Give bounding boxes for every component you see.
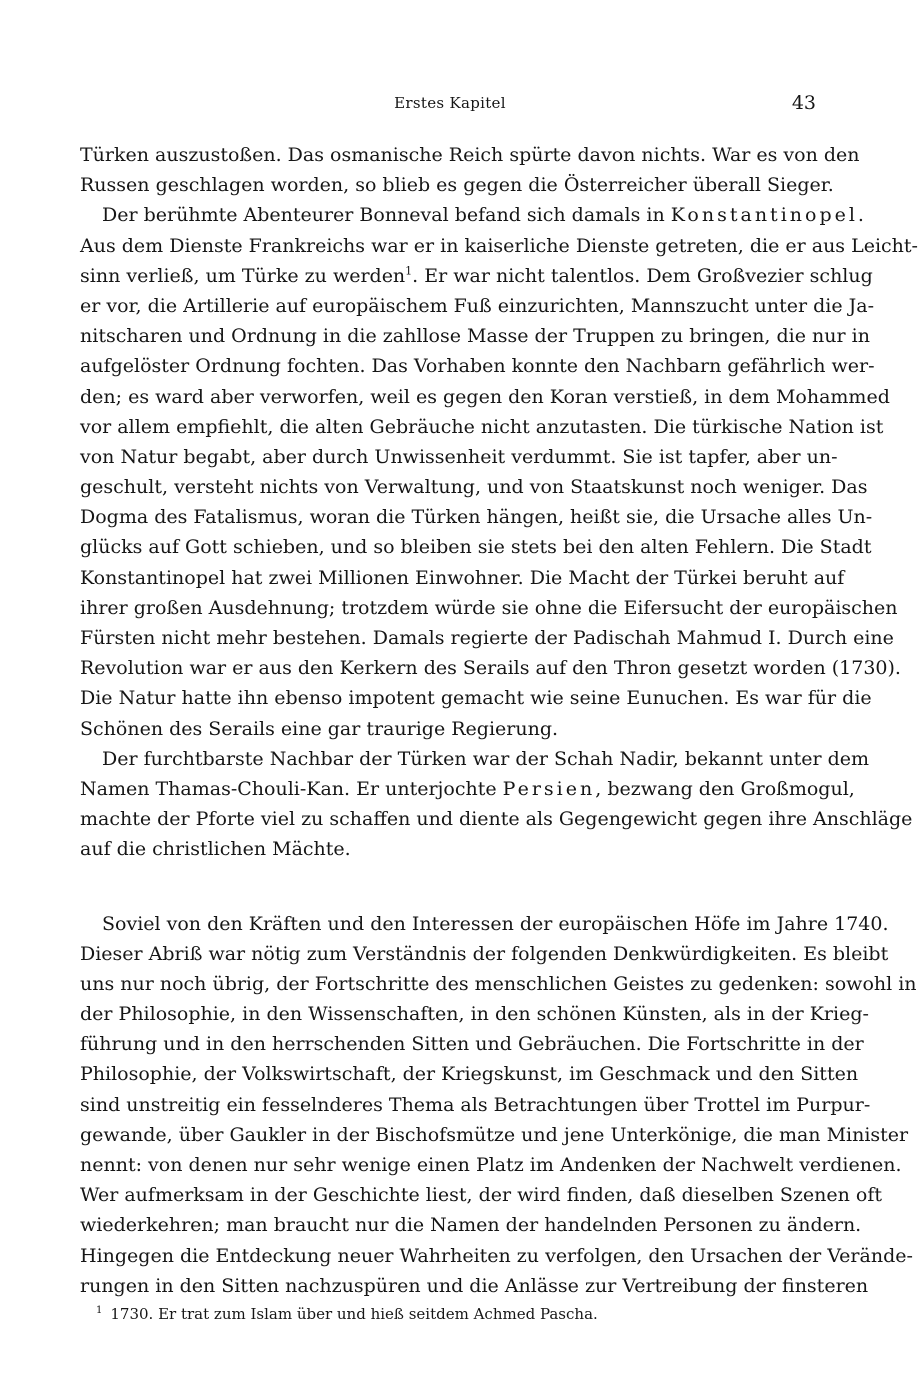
text-line: gewande, über Gaukler in der Bischofsmütze und jene Unterkönige, die man Minister: [80, 1123, 909, 1146]
text-line: uns nur noch übrig, der Fortschritte des menschlichen Geistes zu gedenken: sowohl in: [80, 972, 917, 995]
text-line: rungen in den Sitten nachzuspüren und die Anlässe zur Vertreibung der finsteren: [80, 1274, 869, 1297]
text-line: aufgelöster Ordnung fochten. Das Vorhaben konnte den Nachbarn gefährlich wer-: [80, 355, 875, 378]
text-line: nennt: von denen nur sehr wenige einen Platz im Andenken der Nachwelt verdienen.: [80, 1154, 902, 1176]
spaced-word: Konstantinopel.: [670, 204, 867, 227]
footnote-reference: 1: [405, 264, 413, 278]
text-span: . Er war nicht talentlos. Dem Großvezier schlug: [412, 264, 873, 287]
text-line: Konstantinopel hat zwei Millionen Einwohner. Die Macht der Türkei beruht auf: [80, 566, 845, 589]
text-line: wiederkehren; man braucht nur die Namen der handelnden Personen zu ändern.: [80, 1214, 862, 1237]
body-text: [80, 140, 918, 1301]
text-line: sind unstreitig ein fesselnderes Thema als Betrachtungen über Trottel im Purpur-: [80, 1093, 871, 1116]
running-head: [80, 92, 820, 120]
text-line: machte der Pforte viel zu schaffen und diente als Gegengewicht gegen ihre Anschläge: [80, 808, 913, 831]
text-line: Der furchtbarste Nachbar der Türken war der Schah Nadir, bekannt unter dem: [102, 747, 870, 770]
page-number: 43: [791, 92, 816, 114]
text-line: Philosophie, der Volkswirtschaft, der Kriegskunst, im Geschmack und den Sitten: [80, 1063, 859, 1086]
text-line: von Natur begabt, aber durch Unwissenheit verdummt. Sie ist tapfer, aber un-: [80, 445, 838, 468]
text-span: Der berühmte Abenteurer Bonneval befand sich damals in: [102, 204, 665, 227]
spaced-word: Persien: [502, 777, 596, 800]
text-line: den; es ward aber verworfen, weil es gegen den Koran verstieß, in dem Mohammed: [80, 385, 890, 408]
text-line: auf die christlichen Mächte.: [80, 838, 351, 861]
footnote-text: 1730. Er trat zum Islam über und hieß seitdem Achmed Pascha.: [110, 1305, 598, 1323]
footnote-mark: 1: [96, 1305, 103, 1316]
text-line: glücks auf Gott schieben, und so bleiben sie stets bei den alten Fehlern. Die Stadt: [80, 536, 872, 559]
text-span: Namen Thamas-Chouli-Kan. Er unterjochte: [80, 777, 497, 800]
footnote: [96, 1301, 816, 1324]
text-line: Revolution war er aus den Kerkern des Serails auf den Thron gesetzt worden (1730).: [80, 657, 901, 680]
text-line: Hingegen die Entdeckung neuer Wahrheiten zu verfolgen, den Ursachen der Verände-: [80, 1244, 913, 1267]
text-line: [80, 774, 855, 804]
text-line: Die Natur hatte ihn ebenso impotent gemacht wie seine Eunuchen. Es war für die: [80, 687, 872, 710]
text-line: Fürsten nicht mehr bestehen. Damals regierte der Padischah Mahmud I. Durch eine: [80, 627, 894, 649]
text-line: Aus dem Dienste Frankreichs war er in kaiserliche Dienste getreten, die er aus Leicht-: [80, 234, 918, 257]
text-span: sinn verließ, um Türke zu werden: [80, 264, 406, 287]
text-line: ihrer großen Ausdehnung; trotzdem würde sie ohne die Eifersucht der europäischen: [80, 596, 898, 619]
section-gap: [80, 865, 820, 909]
text-line: [80, 261, 873, 291]
text-line: [80, 200, 867, 230]
text-line: Schönen des Serails eine gar traurige Regierung.: [80, 717, 559, 740]
text-line: Dogma des Fatalismus, woran die Türken hängen, heißt sie, die Ursache alles Un-: [80, 506, 873, 529]
text-line: der Philosophie, in den Wissenschaften, in den schönen Künsten, als in der Krieg-: [80, 1003, 869, 1026]
text-line: Wer aufmerksam in der Geschichte liest, der wird finden, daß dieselben Szenen oft: [80, 1184, 882, 1207]
text-line: vor allem empfiehlt, die alten Gebräuche nicht anzutasten. Die türkische Nation ist: [80, 415, 884, 438]
text-line: führung und in den herrschenden Sitten und Gebräuchen. Die Fortschritte in der: [80, 1033, 864, 1056]
text-line: Dieser Abriß war nötig zum Verständnis der folgenden Denkwürdigkeiten. Es bleibt: [80, 942, 889, 965]
chapter-title: Erstes Kapitel: [394, 94, 506, 112]
text-line: nitscharen und Ordnung in die zahllose Masse der Truppen zu bringen, die nur in: [80, 325, 870, 348]
text-line: Türken auszustoßen. Das osmanische Reich spürte davon nichts. War es von den: [80, 144, 860, 166]
text-line: Soviel von den Kräften und den Interessen der europäischen Höfe im Jahre 1740.: [102, 912, 889, 935]
text-span: , bezwang den Großmogul,: [595, 777, 855, 800]
text-line: Russen geschlagen worden, so blieb es gegen die Österreicher überall Sieger.: [80, 174, 834, 197]
text-line: er vor, die Artillerie auf europäischem Fuß einzurichten, Mannszucht unter die Ja-: [80, 294, 874, 317]
text-line: geschult, versteht nichts von Verwaltung, und von Staatskunst noch weniger. Das: [80, 476, 868, 499]
